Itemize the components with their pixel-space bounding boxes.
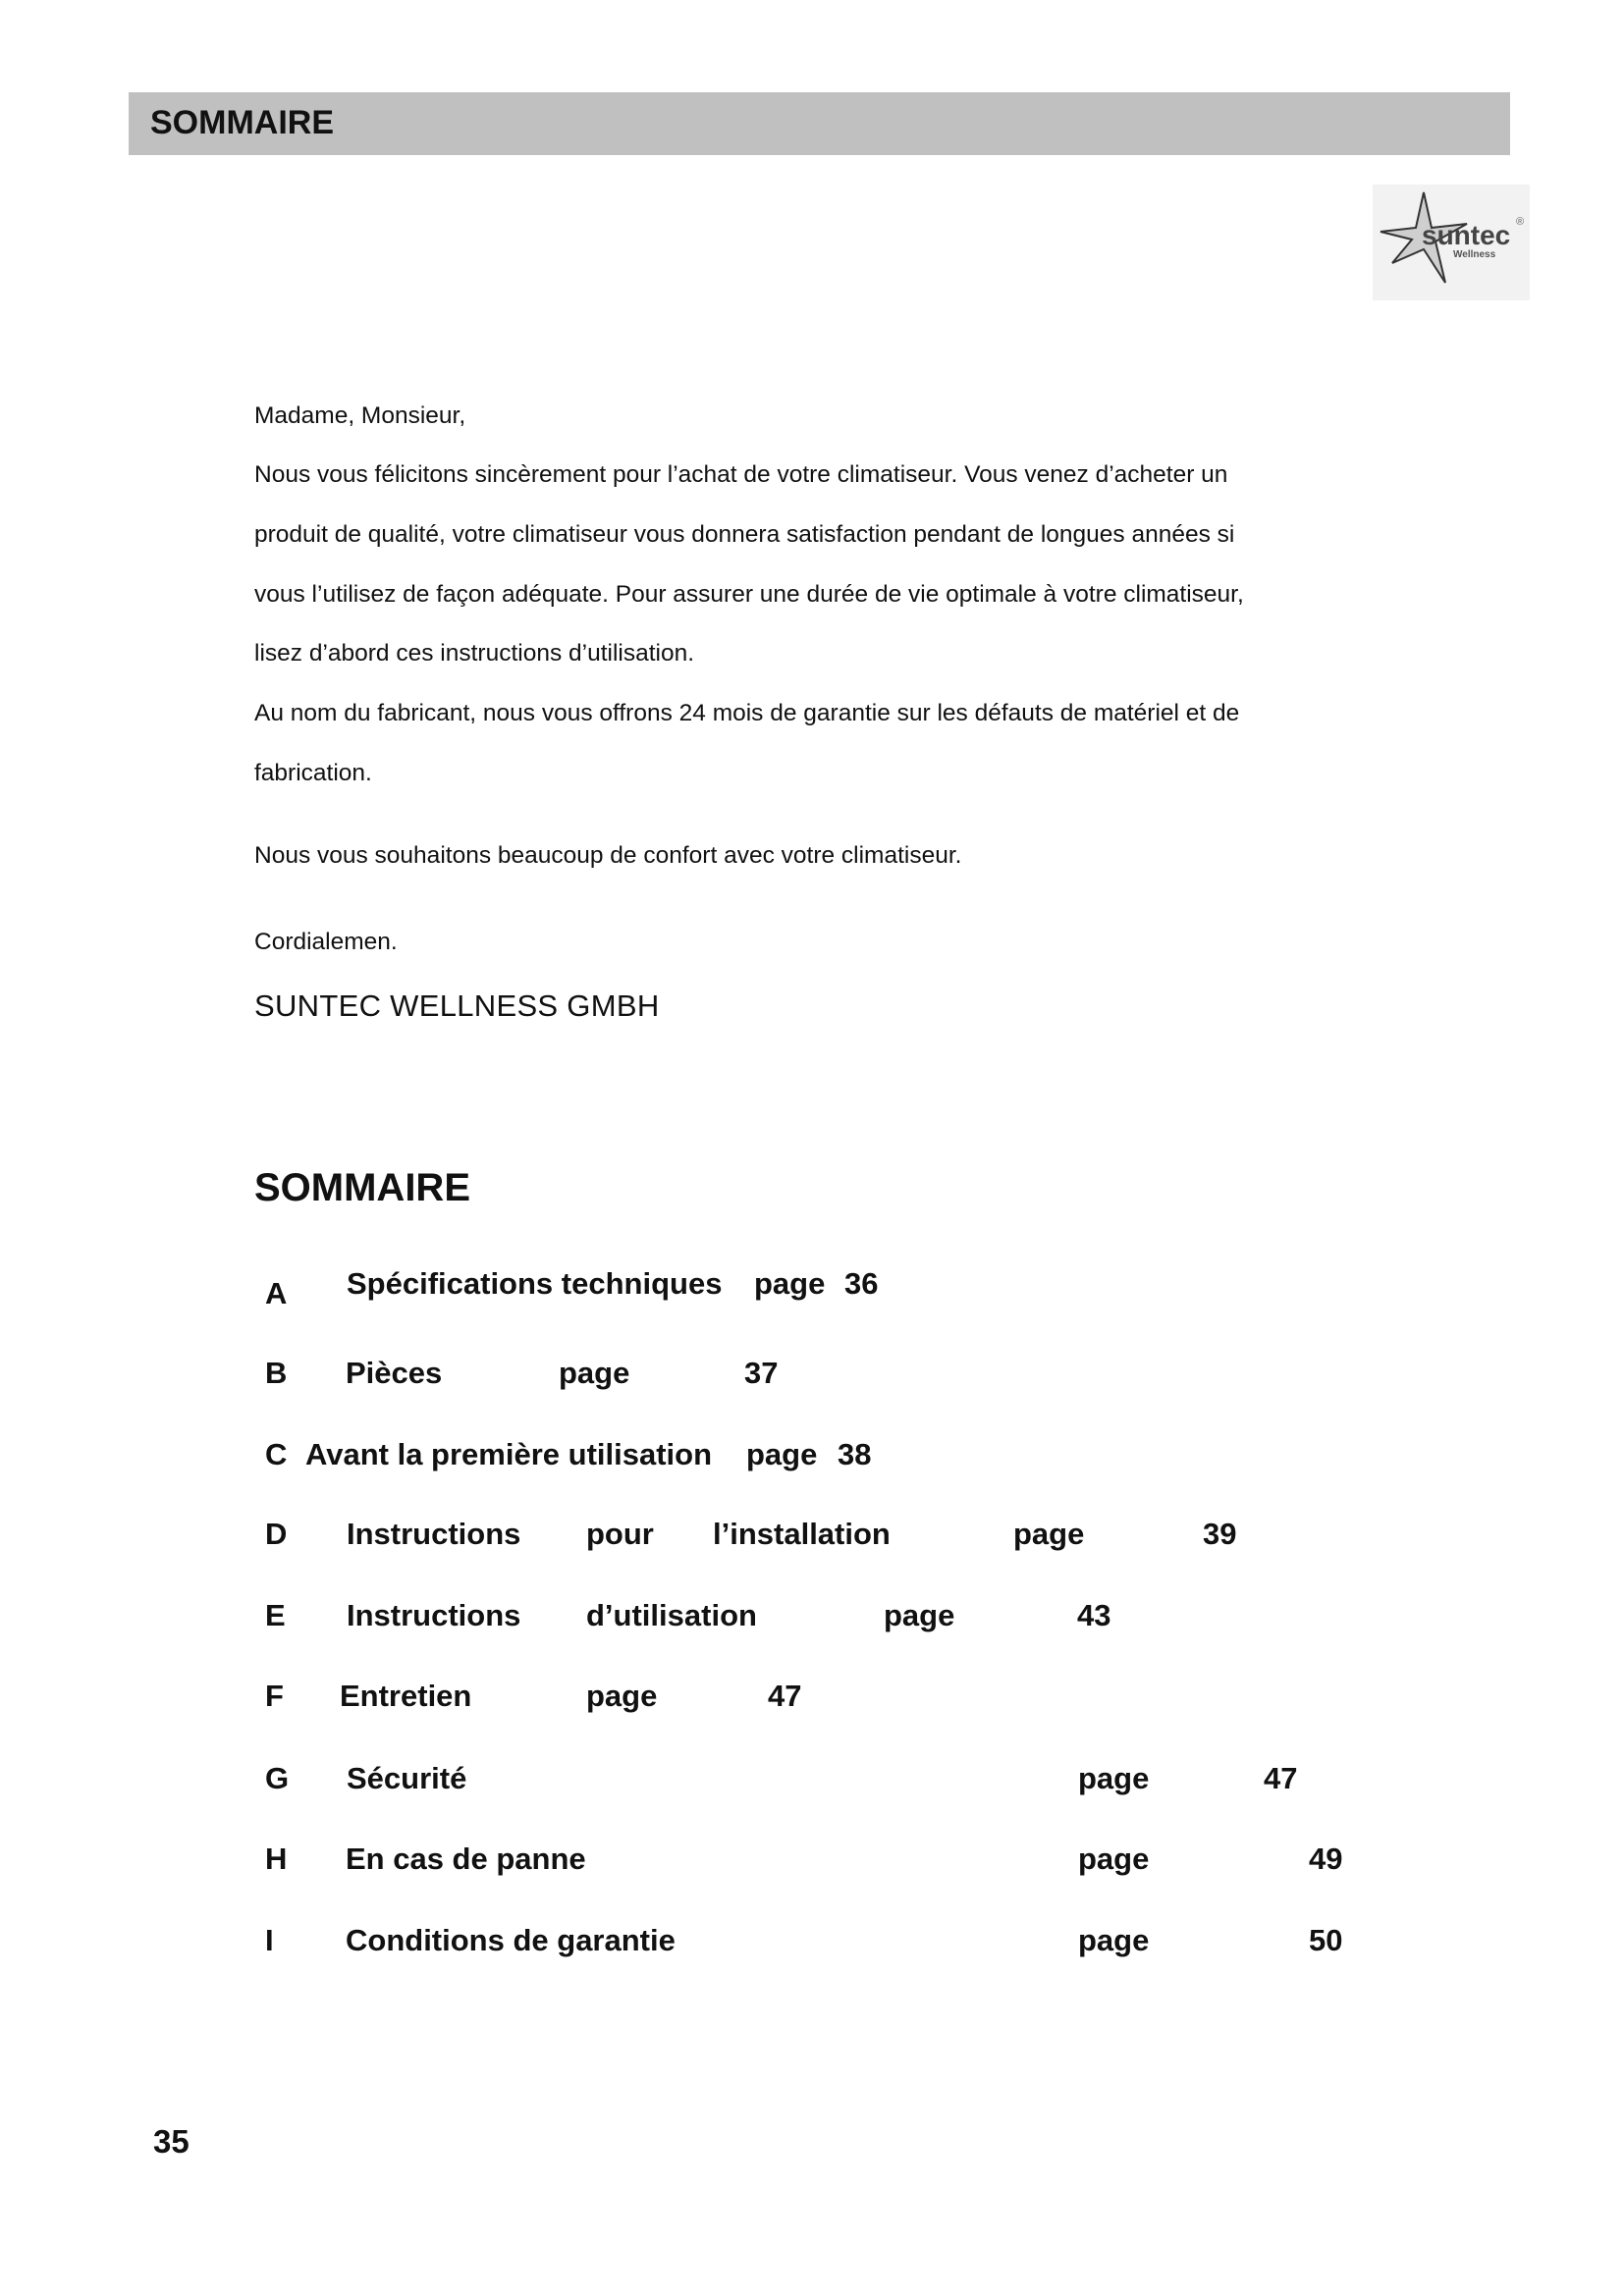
toc-page-label: page — [559, 1356, 630, 1390]
page-number: 35 — [153, 2123, 189, 2160]
toc-letter: C — [265, 1437, 288, 1471]
toc-letter: F — [265, 1679, 284, 1713]
logo-subtitle: Wellness — [1453, 249, 1496, 260]
suntec-logo — [1373, 185, 1530, 300]
greeting: Madame, Monsieur, — [254, 402, 466, 429]
toc-letter: E — [265, 1598, 286, 1632]
toc-page-label: page — [1078, 1761, 1150, 1795]
toc-title-text: Instructions — [347, 1598, 521, 1632]
toc-letter: D — [265, 1517, 288, 1551]
toc-page-label: page — [1078, 1842, 1150, 1876]
signature: SUNTEC WELLNESS GMBH — [254, 988, 660, 1023]
toc-letter: I — [265, 1923, 274, 1957]
toc-page-label: page — [884, 1598, 955, 1632]
toc-page-number: 50 — [1309, 1923, 1343, 1957]
toc-page-number: 37 — [744, 1356, 779, 1390]
toc-title-text: Spécifications techniques — [347, 1266, 723, 1301]
paragraph-line: Au nom du fabricant, nous vous offrons 24 mois de garantie sur les défauts de matériel et de — [254, 700, 1240, 726]
toc-page-label: page — [754, 1266, 826, 1301]
toc-title-text: Entretien — [340, 1679, 472, 1713]
toc-page-number: 49 — [1309, 1842, 1343, 1876]
toc-page-label: page — [586, 1679, 658, 1713]
toc-page-number: 47 — [1264, 1761, 1298, 1795]
toc-title-text: d’utilisation — [586, 1598, 757, 1632]
toc-page-number: 39 — [1203, 1517, 1237, 1551]
toc-page-number: 36 — [844, 1266, 879, 1301]
toc-letter: B — [265, 1356, 288, 1390]
toc-title-text: Pièces — [346, 1356, 443, 1390]
toc-title-text: l’installation — [713, 1517, 891, 1551]
paragraph-line: produit de qualité, votre climatiseur vous donnera satisfaction pendant de longues années si — [254, 521, 1235, 548]
toc-page-number: 38 — [838, 1437, 872, 1471]
paragraph-line: lisez d’abord ces instructions d’utilisation. — [254, 640, 695, 667]
paragraph-line: Nous vous félicitons sincèrement pour l’achat de votre climatiseur. Vous venez d’acheter un — [254, 461, 1228, 488]
toc-letter: H — [265, 1842, 288, 1876]
wish-line: Nous vous souhaitons beaucoup de confort avec votre climatiseur. — [254, 842, 962, 869]
toc-title: SOMMAIRE — [254, 1166, 470, 1209]
toc-page-label: page — [1078, 1923, 1150, 1957]
registered-mark: ® — [1516, 216, 1525, 228]
toc-title-text: pour — [586, 1517, 654, 1551]
toc-letter: G — [265, 1761, 290, 1795]
toc-page-label: page — [746, 1437, 818, 1471]
toc-title-text: Conditions de garantie — [346, 1923, 676, 1957]
header-bar — [129, 92, 1510, 155]
toc-title-text: En cas de panne — [346, 1842, 586, 1876]
toc-title-text: Avant la première utilisation — [305, 1437, 713, 1471]
toc-title-text: Instructions — [347, 1517, 521, 1551]
toc-letter: A — [265, 1276, 288, 1310]
header-title: SOMMAIRE — [150, 104, 334, 141]
toc-page-label: page — [1013, 1517, 1085, 1551]
toc-title-text: Sécurité — [347, 1761, 467, 1795]
paragraph-line: vous l’utilisez de façon adéquate. Pour assurer une durée de vie optimale à votre climatiseur, — [254, 581, 1244, 608]
closing: Cordialemen. — [254, 929, 398, 955]
toc-page-number: 43 — [1077, 1598, 1111, 1632]
toc-page-number: 47 — [768, 1679, 802, 1713]
paragraph-line: fabrication. — [254, 760, 372, 786]
logo-word: suntec — [1422, 220, 1511, 250]
